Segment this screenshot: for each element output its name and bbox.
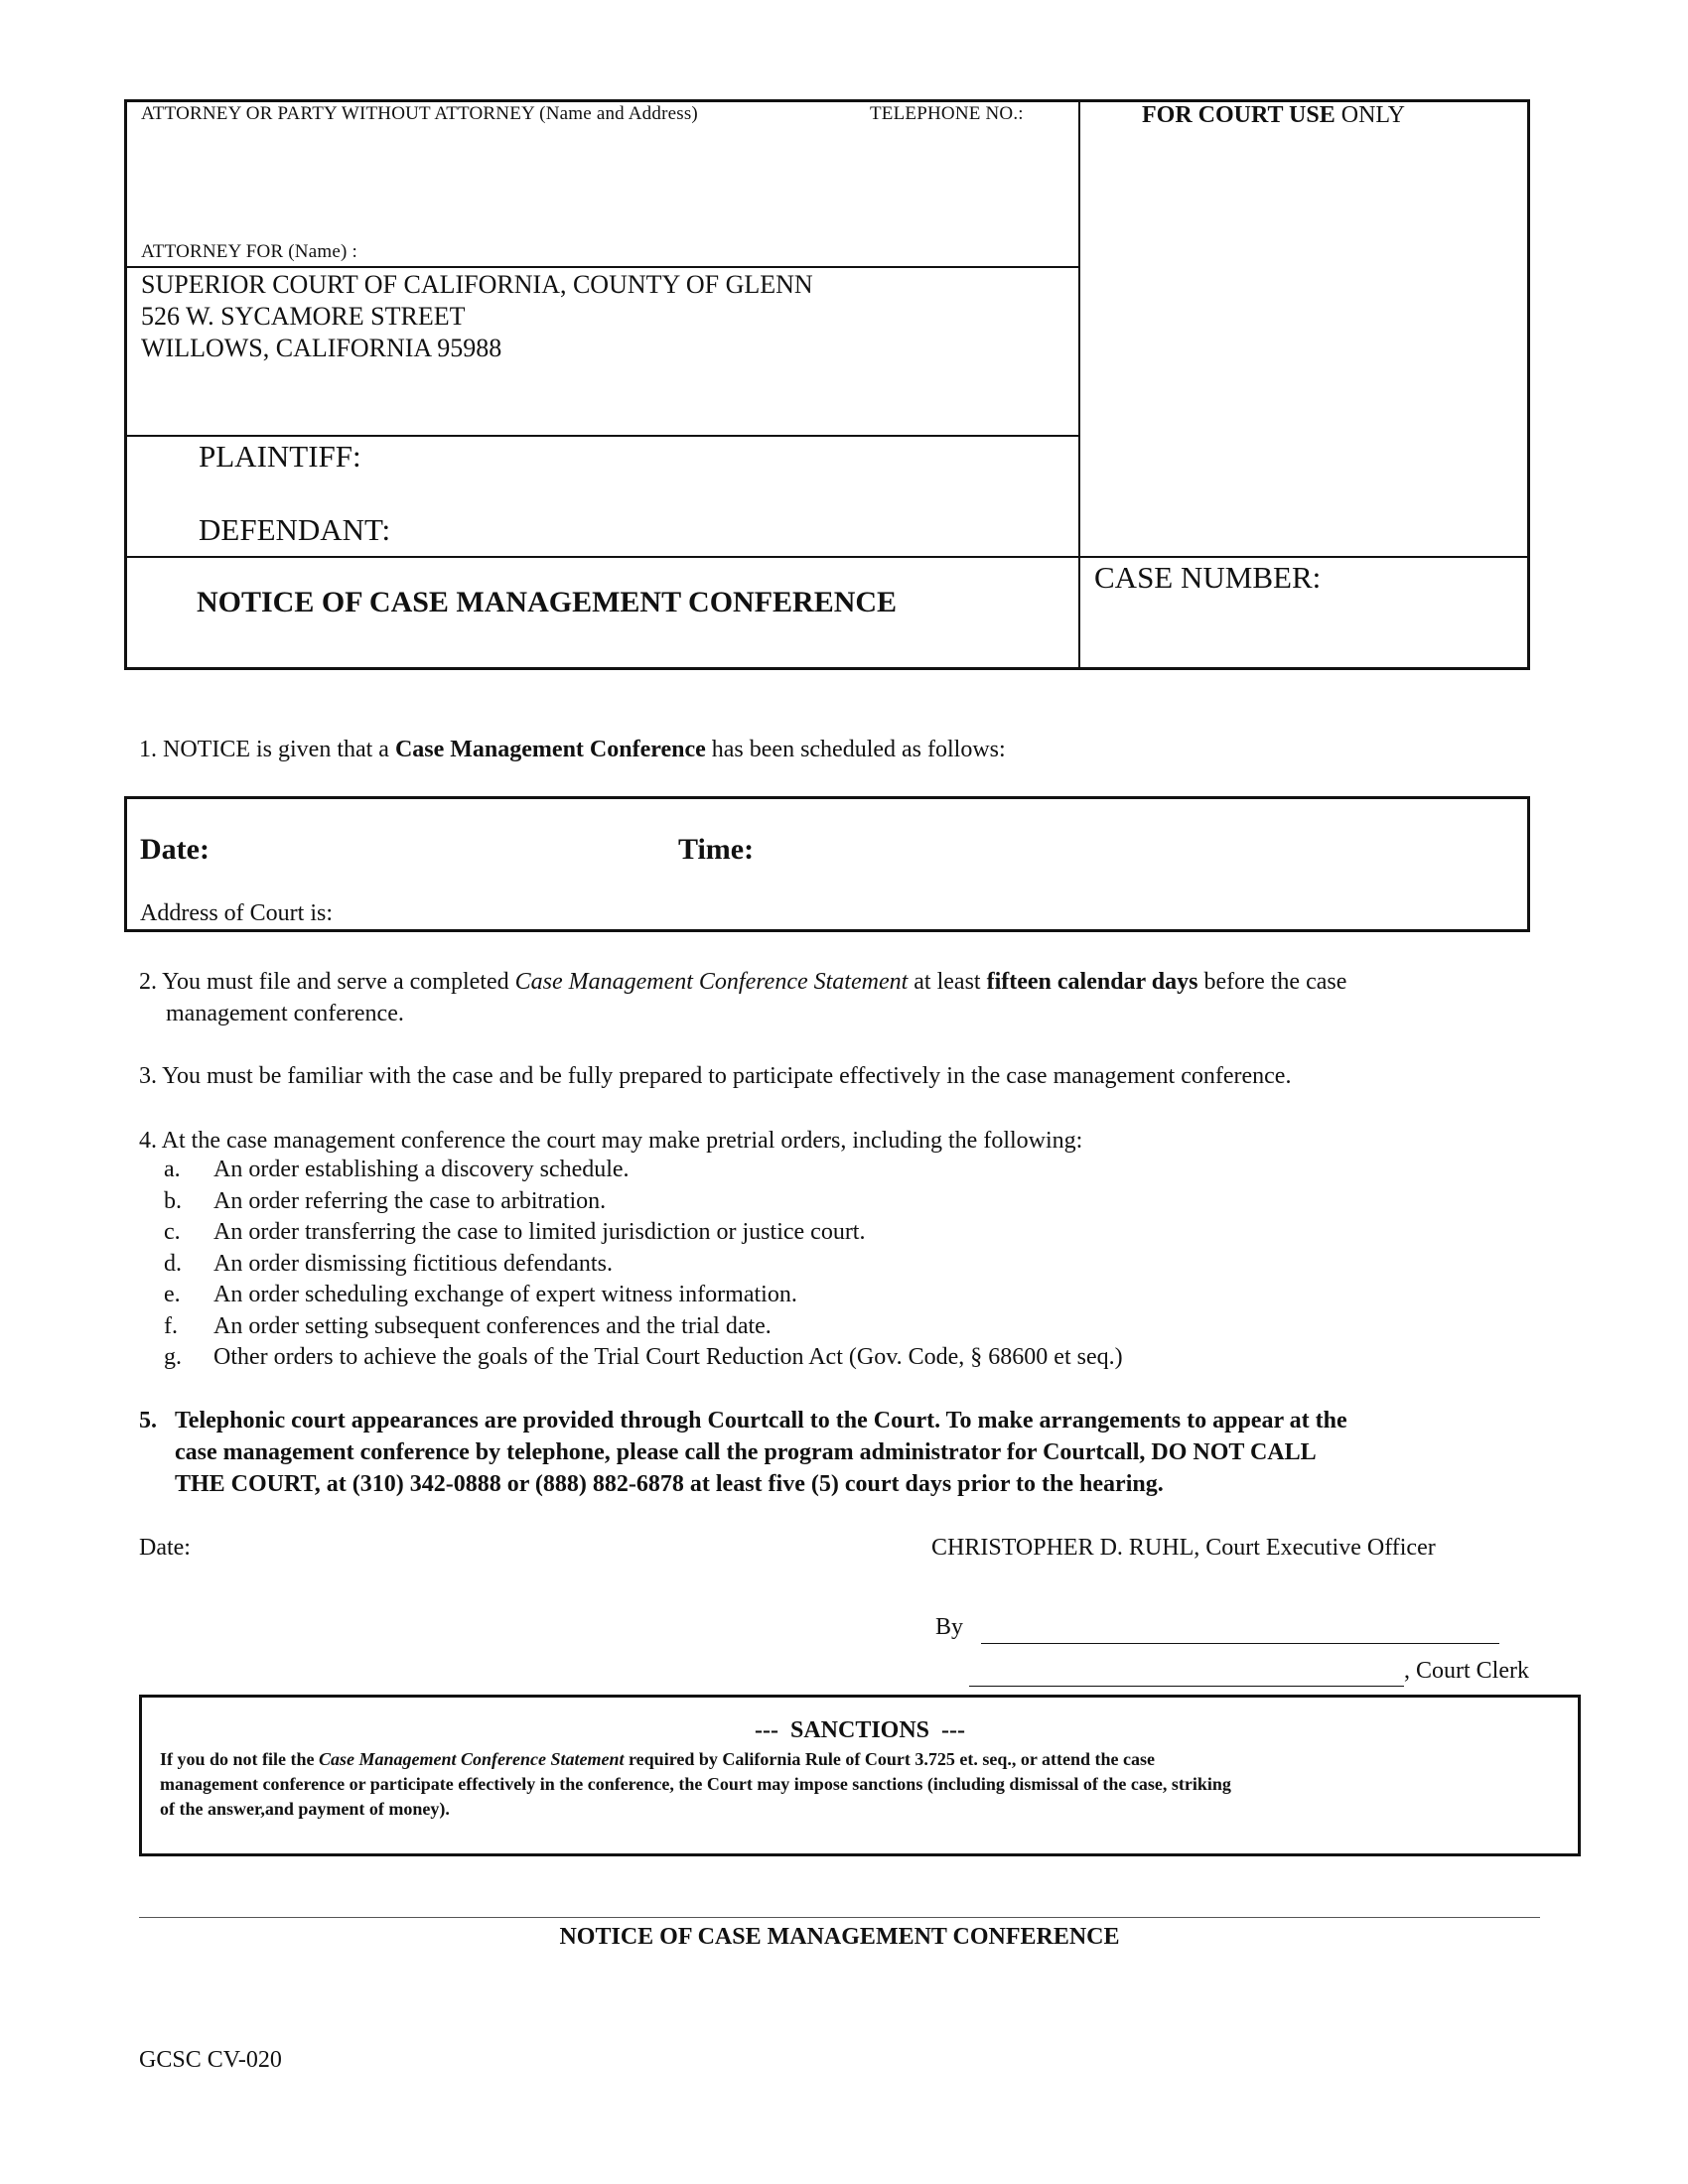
- schedule-time-label: Time:: [678, 833, 755, 866]
- item-5-line2: case management conference by telephone, please call the program administrator for Courtcall, DO NOT CALL: [175, 1439, 1317, 1465]
- order-letter: e.: [164, 1282, 181, 1307]
- court-executive-officer: CHRISTOPHER D. RUHL, Court Executive Officer: [931, 1535, 1436, 1561]
- item-2-line2: management conference.: [166, 1001, 404, 1026]
- court-clerk-label: , Court Clerk: [1404, 1658, 1529, 1684]
- caption-divider-vertical: [1078, 99, 1080, 670]
- footer-rule: [139, 1917, 1540, 1918]
- order-item: [164, 1251, 613, 1278]
- item-1-pre: 1. NOTICE is given that a: [139, 737, 395, 762]
- footer-title: NOTICE OF CASE MANAGEMENT CONFERENCE: [559, 1924, 1120, 1950]
- item-2-post: before the case: [1197, 969, 1347, 995]
- order-letter: g.: [164, 1344, 182, 1370]
- item-1: [139, 734, 1006, 766]
- caption-divider-3: [124, 556, 1530, 558]
- order-text: Other orders to achieve the goals of the Trial Court Reduction Act (Gov. Code, § 68600 et seq.): [213, 1344, 1123, 1370]
- item-2-bold: fifteen calendar days: [986, 969, 1198, 995]
- item-5-line3: THE COURT, at (310) 342-0888 or (888) 882-6878 at least five (5) court days prior to the hearing.: [175, 1471, 1164, 1497]
- sanctions-line3: of the answer,and payment of money).: [160, 1799, 450, 1819]
- by-label: By: [935, 1614, 964, 1640]
- order-letter: b.: [164, 1187, 182, 1214]
- plaintiff-label: PLAINTIFF:: [199, 439, 361, 474]
- court-use-bold: FOR COURT USE: [1142, 102, 1336, 128]
- caption-divider-1: [124, 266, 1078, 268]
- caption-divider-2: [124, 435, 1078, 437]
- order-letter: c.: [164, 1219, 181, 1245]
- sanctions-line1: [160, 1749, 1155, 1770]
- order-text: An order setting subsequent conferences and the trial date.: [213, 1312, 772, 1339]
- order-item: [164, 1282, 797, 1308]
- by-signature-line: [981, 1643, 1499, 1644]
- item-1-bold: Case Management Conference: [394, 737, 706, 762]
- order-item: [164, 1157, 630, 1183]
- order-text: An order dismissing fictitious defendants.: [213, 1250, 613, 1277]
- item-3: 3. You must be familiar with the case and be fully prepared to participate effectively in the case management conference.: [139, 1063, 1292, 1089]
- sanctions-line1-pre: If you do not file the: [160, 1749, 320, 1769]
- form-title: NOTICE OF CASE MANAGEMENT CONFERENCE: [197, 586, 898, 618]
- signature-date-label: Date:: [139, 1535, 191, 1561]
- item-1-post: has been scheduled as follows:: [705, 737, 1006, 762]
- item-2-pre: 2. You must file and serve a completed: [139, 969, 515, 995]
- form-id: GCSC CV-020: [139, 2047, 282, 2073]
- sanctions-line2: management conference or participate effectively in the conference, the Court may impose sanctions (including dismissal of the case, striking: [160, 1774, 1231, 1794]
- attorney-for-label: ATTORNEY FOR (Name) :: [141, 241, 357, 262]
- item-2: [139, 966, 1549, 999]
- item-4-intro: 4. At the case management conference the court may make pretrial orders, including the following:: [139, 1128, 1083, 1154]
- court-use-rest: ONLY: [1335, 102, 1406, 128]
- schedule-address-label: Address of Court is:: [140, 900, 333, 926]
- item-5-line1: Telephonic court appearances are provided through Courtcall to the Court. To make arrangements to appear at the: [175, 1408, 1347, 1433]
- sanctions-heading: --- SANCTIONS ---: [755, 1717, 965, 1743]
- schedule-box: [124, 796, 1530, 932]
- order-item: [164, 1344, 1123, 1371]
- order-text: An order transferring the case to limited jurisdiction or justice court.: [213, 1219, 866, 1245]
- court-city: WILLOWS, CALIFORNIA 95988: [141, 334, 502, 362]
- order-text: An order referring the case to arbitration.: [213, 1187, 607, 1214]
- order-item: [164, 1313, 772, 1340]
- order-item: [164, 1188, 606, 1215]
- item-5-number: 5.: [139, 1408, 157, 1433]
- court-name: SUPERIOR COURT OF CALIFORNIA, COUNTY OF GLENN: [141, 270, 813, 299]
- clerk-signature-line: [969, 1686, 1404, 1687]
- order-letter: f.: [164, 1312, 178, 1339]
- defendant-label: DEFENDANT:: [199, 512, 391, 547]
- sanctions-line1-italic: Case Management Conference Statement: [319, 1749, 625, 1769]
- order-text: An order establishing a discovery schedule.: [213, 1157, 630, 1182]
- attorney-label: ATTORNEY OR PARTY WITHOUT ATTORNEY (Name and Address): [141, 103, 698, 124]
- telephone-label: TELEPHONE NO.:: [870, 103, 1024, 124]
- case-number-label: CASE NUMBER:: [1094, 560, 1322, 595]
- item-2-italic: Case Management Conference Statement: [514, 969, 909, 995]
- order-letter: a.: [164, 1157, 181, 1182]
- item-2-mid: at least: [908, 969, 987, 995]
- order-item: [164, 1219, 865, 1246]
- court-use-label: [1142, 102, 1405, 129]
- court-street: 526 W. SYCAMORE STREET: [141, 302, 466, 331]
- sanctions-line1-post: required by California Rule of Court 3.725 et. seq., or attend the case: [624, 1749, 1155, 1769]
- schedule-date-label: Date:: [140, 833, 210, 866]
- order-letter: d.: [164, 1250, 182, 1277]
- order-text: An order scheduling exchange of expert witness information.: [213, 1282, 797, 1307]
